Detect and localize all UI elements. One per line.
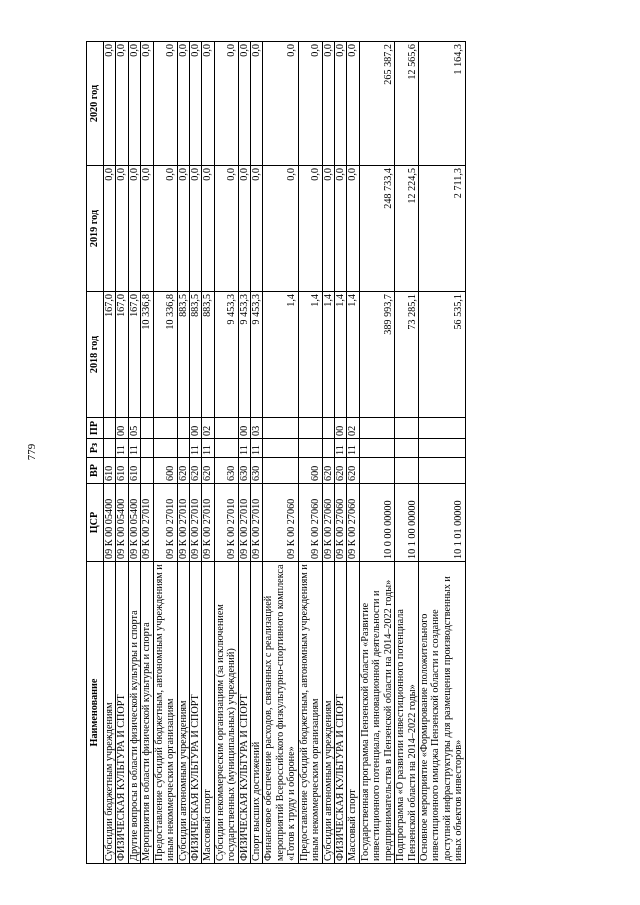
cell-csr: 10 1 01 00000 — [418, 484, 465, 562]
page-number: 779 — [26, 443, 38, 461]
cell-pr: 00 — [238, 418, 250, 439]
table-row — [141, 42, 153, 864]
cell-2018: 167,0 — [116, 292, 128, 418]
cell-2020: 0,0 — [104, 42, 116, 166]
table-row — [116, 42, 128, 864]
cell-vr — [359, 458, 394, 484]
cell-csr: 09 К 00 27010 — [214, 484, 238, 562]
cell-name: Предоставление субсидий бюджетным, автономным учреждениям и иным некоммерческим организациям — [298, 562, 322, 864]
cell-csr: 09 К 00 27010 — [177, 484, 189, 562]
cell-vr: 620 — [322, 458, 334, 484]
cell-rz: 11 — [128, 439, 140, 458]
cell-2019: 12 224,5 — [395, 166, 419, 292]
table-row — [238, 42, 250, 864]
cell-pr: 00 — [189, 418, 201, 439]
header-vr: ВР — [87, 458, 104, 484]
cell-2018: 1,4 — [347, 292, 359, 418]
cell-2020: 0,0 — [116, 42, 128, 166]
cell-2020: 0,0 — [322, 42, 334, 166]
cell-name: ФИЗИЧЕСКАЯ КУЛЬТУРА И СПОРТ — [116, 562, 128, 864]
cell-vr: 610 — [116, 458, 128, 484]
cell-2018: 1,4 — [335, 292, 347, 418]
cell-csr: 09 К 00 27010 — [141, 484, 153, 562]
cell-rz: 11 — [189, 439, 201, 458]
cell-2018: 56 535,1 — [418, 292, 465, 418]
cell-csr: 09 К 00 27060 — [263, 484, 298, 562]
cell-2020: 0,0 — [347, 42, 359, 166]
cell-name: Предоставление субсидий бюджетным, автономным учреждениям и иным некоммерческим организациям — [153, 562, 177, 864]
cell-2020: 12 565,6 — [395, 42, 419, 166]
cell-2018: 9 453,3 — [214, 292, 238, 418]
cell-pr — [359, 418, 394, 439]
cell-2020: 0,0 — [141, 42, 153, 166]
cell-rz — [359, 439, 394, 458]
cell-vr: 630 — [251, 458, 263, 484]
table-row — [128, 42, 140, 864]
cell-pr — [298, 418, 322, 439]
cell-pr: 05 — [128, 418, 140, 439]
cell-csr: 09 К 00 05400 — [104, 484, 116, 562]
table-body — [104, 42, 466, 864]
table-row — [177, 42, 189, 864]
cell-csr: 09 К 00 27060 — [298, 484, 322, 562]
cell-pr: 03 — [251, 418, 263, 439]
header-2018: 2018 год — [87, 292, 104, 418]
cell-rz — [153, 439, 177, 458]
cell-name: Основное мероприятие «Формирование положительного инвестиционного имиджа Пензенской области и создание доступной инфраструктуры для размещения производственных и иных объектов инвесторов» — [418, 562, 465, 864]
cell-vr: 610 — [104, 458, 116, 484]
cell-2018: 10 336,8 — [141, 292, 153, 418]
header-2019: 2019 год — [87, 166, 104, 292]
cell-vr: 630 — [214, 458, 238, 484]
cell-csr: 09 К 00 27010 — [189, 484, 201, 562]
cell-2019: 0,0 — [141, 166, 153, 292]
cell-2019: 0,0 — [128, 166, 140, 292]
cell-2019: 0,0 — [251, 166, 263, 292]
cell-csr: 09 К 00 27060 — [322, 484, 334, 562]
cell-pr — [395, 418, 419, 439]
cell-2019: 0,0 — [263, 166, 298, 292]
cell-2020: 265 387,2 — [359, 42, 394, 166]
cell-2018: 167,0 — [104, 292, 116, 418]
cell-vr — [263, 458, 298, 484]
cell-rz: 11 — [251, 439, 263, 458]
cell-2020: 0,0 — [238, 42, 250, 166]
cell-2018: 73 285,1 — [395, 292, 419, 418]
cell-name: Государственная программа Пензенской области «Развитие инвестиционного потенциала, инновационной деятельности и предпринимательства в Пензенской области на 2014–2022 годы» — [359, 562, 394, 864]
table-row — [104, 42, 116, 864]
cell-name: Спорт высших достижений — [251, 562, 263, 864]
cell-2020: 0,0 — [128, 42, 140, 166]
cell-2018: 9 453,3 — [251, 292, 263, 418]
cell-2018: 1,4 — [322, 292, 334, 418]
cell-name: Субсидии автономным учреждениям — [322, 562, 334, 864]
cell-2018: 883,5 — [177, 292, 189, 418]
cell-rz — [104, 439, 116, 458]
cell-rz — [298, 439, 322, 458]
cell-2018: 1,4 — [298, 292, 322, 418]
cell-2020: 1 164,3 — [418, 42, 465, 166]
cell-csr: 09 К 00 27010 — [251, 484, 263, 562]
cell-vr: 610 — [128, 458, 140, 484]
table-row — [214, 42, 238, 864]
cell-name: ФИЗИЧЕСКАЯ КУЛЬТУРА И СПОРТ — [335, 562, 347, 864]
table-row — [395, 42, 419, 864]
cell-rz — [395, 439, 419, 458]
table-row — [189, 42, 201, 864]
cell-2019: 0,0 — [335, 166, 347, 292]
cell-csr: 09 К 00 27060 — [347, 484, 359, 562]
cell-name: Финансовое обеспечение расходов, связанных с реализацией мероприятий Всероссийского физкультурно-спортивного комплекса «Готов к труду и обороне» — [263, 562, 298, 864]
budget-table — [86, 41, 466, 864]
cell-pr — [263, 418, 298, 439]
cell-pr — [322, 418, 334, 439]
cell-2020: 0,0 — [189, 42, 201, 166]
cell-2019: 0,0 — [202, 166, 214, 292]
cell-vr: 600 — [153, 458, 177, 484]
cell-rz: 11 — [347, 439, 359, 458]
cell-name: Массовый спорт — [202, 562, 214, 864]
cell-vr: 600 — [298, 458, 322, 484]
table-row — [418, 42, 465, 864]
cell-2020: 0,0 — [298, 42, 322, 166]
cell-2020: 0,0 — [335, 42, 347, 166]
cell-2020: 0,0 — [153, 42, 177, 166]
cell-2020: 0,0 — [251, 42, 263, 166]
cell-pr: 02 — [347, 418, 359, 439]
cell-name: Субсидии некоммерческим организациям (за исключением государственных (муниципальных) учреждений) — [214, 562, 238, 864]
cell-2020: 0,0 — [202, 42, 214, 166]
cell-vr: 620 — [347, 458, 359, 484]
cell-vr: 620 — [189, 458, 201, 484]
cell-pr — [418, 418, 465, 439]
cell-pr — [141, 418, 153, 439]
cell-2019: 0,0 — [189, 166, 201, 292]
cell-pr — [177, 418, 189, 439]
table-row — [202, 42, 214, 864]
header-rz: Рз — [87, 439, 104, 458]
cell-name: ФИЗИЧЕСКАЯ КУЛЬТУРА И СПОРТ — [238, 562, 250, 864]
cell-csr: 09 К 00 05400 — [116, 484, 128, 562]
cell-2019: 0,0 — [153, 166, 177, 292]
cell-vr: 620 — [177, 458, 189, 484]
cell-csr: 09 К 00 27010 — [153, 484, 177, 562]
cell-vr — [395, 458, 419, 484]
cell-pr: 00 — [116, 418, 128, 439]
cell-rz: 11 — [335, 439, 347, 458]
cell-2020: 0,0 — [263, 42, 298, 166]
cell-2018: 10 336,8 — [153, 292, 177, 418]
cell-2019: 0,0 — [214, 166, 238, 292]
header-name: Наименование — [87, 562, 104, 864]
cell-pr: 02 — [202, 418, 214, 439]
table-row — [359, 42, 394, 864]
cell-2019: 0,0 — [322, 166, 334, 292]
header-pr: ПР — [87, 418, 104, 439]
table-row — [322, 42, 334, 864]
cell-2019: 0,0 — [238, 166, 250, 292]
cell-2019: 0,0 — [104, 166, 116, 292]
cell-pr — [214, 418, 238, 439]
cell-name: Мероприятия в области физической культуры и спорта — [141, 562, 153, 864]
cell-rz: 11 — [202, 439, 214, 458]
cell-2018: 883,5 — [202, 292, 214, 418]
cell-vr — [418, 458, 465, 484]
header-2020: 2020 год — [87, 42, 104, 166]
cell-name: Массовый спорт — [347, 562, 359, 864]
cell-2019: 0,0 — [298, 166, 322, 292]
cell-pr: 00 — [335, 418, 347, 439]
cell-rz: 11 — [238, 439, 250, 458]
cell-vr: 620 — [335, 458, 347, 484]
cell-rz — [418, 439, 465, 458]
cell-csr: 09 К 00 05400 — [128, 484, 140, 562]
cell-2018: 1,4 — [263, 292, 298, 418]
table-row — [335, 42, 347, 864]
cell-rz — [214, 439, 238, 458]
cell-2019: 0,0 — [177, 166, 189, 292]
table-row — [263, 42, 298, 864]
table-row — [153, 42, 177, 864]
cell-csr: 10 1 00 00000 — [395, 484, 419, 562]
cell-2019: 248 733,4 — [359, 166, 394, 292]
cell-csr: 10 0 00 00000 — [359, 484, 394, 562]
cell-csr: 09 К 00 27010 — [238, 484, 250, 562]
cell-vr: 620 — [202, 458, 214, 484]
cell-2019: 2 711,3 — [418, 166, 465, 292]
cell-2020: 0,0 — [177, 42, 189, 166]
rotated-table-frame — [86, 42, 612, 864]
cell-pr — [104, 418, 116, 439]
cell-rz — [322, 439, 334, 458]
budget-table-container — [86, 42, 612, 864]
cell-rz — [263, 439, 298, 458]
cell-name: Субсидии бюджетным учреждениям — [104, 562, 116, 864]
cell-csr: 09 К 00 27060 — [335, 484, 347, 562]
header-csr: ЦСР — [87, 484, 104, 562]
cell-vr — [141, 458, 153, 484]
cell-rz: 11 — [116, 439, 128, 458]
cell-name: Подпрограмма «О развитии инвестиционного потенциала Пензенской области на 2014–2022 годы» — [395, 562, 419, 864]
cell-name: Субсидии автономным учреждениям — [177, 562, 189, 864]
cell-rz — [141, 439, 153, 458]
cell-name: ФИЗИЧЕСКАЯ КУЛЬТУРА И СПОРТ — [189, 562, 201, 864]
table-row — [347, 42, 359, 864]
cell-2018: 9 453,3 — [238, 292, 250, 418]
table-row — [251, 42, 263, 864]
cell-pr — [153, 418, 177, 439]
table-header — [87, 42, 104, 864]
cell-2020: 0,0 — [214, 42, 238, 166]
cell-2018: 883,5 — [189, 292, 201, 418]
cell-2018: 167,0 — [128, 292, 140, 418]
table-row — [298, 42, 322, 864]
cell-2019: 0,0 — [347, 166, 359, 292]
cell-rz — [177, 439, 189, 458]
cell-vr: 630 — [238, 458, 250, 484]
cell-name: Другие вопросы в области физической культуры и спорта — [128, 562, 140, 864]
cell-csr: 09 К 00 27010 — [202, 484, 214, 562]
cell-2019: 0,0 — [116, 166, 128, 292]
cell-2018: 389 993,7 — [359, 292, 394, 418]
